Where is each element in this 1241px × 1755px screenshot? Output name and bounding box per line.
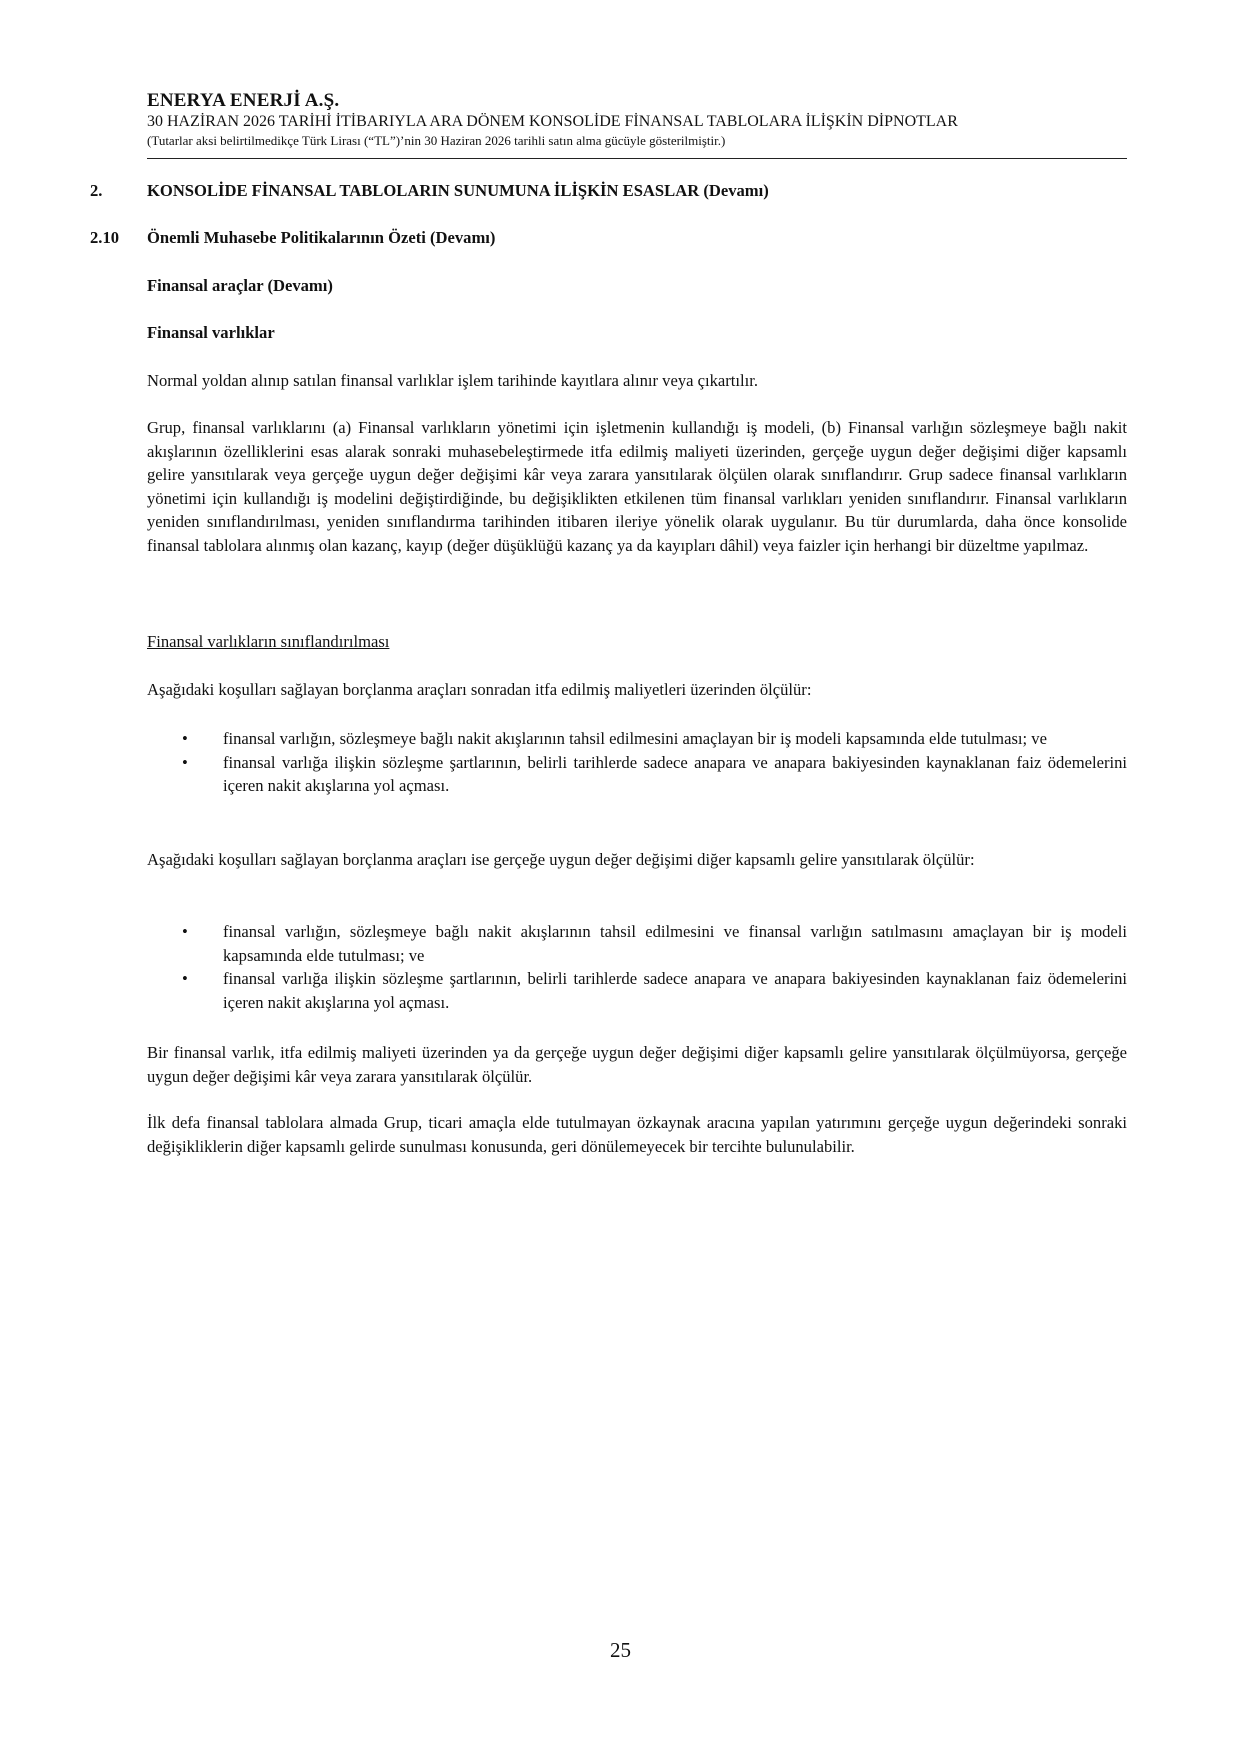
list-item-text: finansal varlığa ilişkin sözleşme şartlarının, belirli tarihlerde sadece anapara ve anapara bakiyesinden kaynaklanan faiz ödemelerini içeren nakit akışlarına yol açması.: [223, 969, 1127, 1012]
report-currency-note: (Tutarlar aksi belirtilmedikçe Türk Lirası (“TL”)’nin 30 Haziran 2026 tarihli satın alma gücüyle gösterilmiştir.): [147, 133, 726, 148]
bullet-icon: •: [182, 752, 188, 772]
bullet-list-fvoci: [147, 920, 1127, 1014]
subsection-number: 2.10: [90, 228, 120, 247]
paragraph-equity-election: İlk defa finansal tablolara almada Grup, ticari amaçla elde tutulmayan özkaynak aracına yapılan yatırımını gerçeğe uygun değerindeki sonraki değişikliklerin diğer kapsamlı gelirde sunulması konusunda, geri dönülemeyecek bir tercihte bulunulabilir.: [147, 1113, 1127, 1156]
section-number: 2.: [90, 181, 103, 200]
paragraph-classification-basis: Grup, finansal varlıklarını (a) Finansal varlıkların yönetimi için işletmenin kullandığı iş modeli, (b) Finansal varlığın sözleşmeye bağlı nakit akışlarının özelliklerini esas alarak sonraki muhasebeleştirmede itfa edilmiş maliyeti üzerinden, gerçeğe uygun değer değişimi diğer kapsamlı gelire yansıtılarak veya gerçeğe uygun değer değişimi kâr veya zarara yansıtılarak ölçülen olarak sınıflandırır. Grup sadece finansal varlıkların yönetimi için kullandığı iş modelini değiştirdiğinde, bu değişiklikten etkilenen tüm finansal varlıkları yeniden sınıflandırır. Finansal varlıkların yeniden sınıflandırılması, yeniden sınıflandırma tarihinden itibaren ileriye yönelik olarak uygulanır. Bu tür durumlarda, daha önce konsolide finansal tablolara alınmış olan kazanç, kayıp (değer düşüklüğü kazanç ya da kayıpları dâhil) veya faizler için herhangi bir düzeltme yapılmaz.: [147, 418, 1127, 555]
list-item: [147, 751, 1127, 798]
list-item: [147, 727, 1127, 751]
paragraph-trade-date: Normal yoldan alınıp satılan finansal varlıklar işlem tarihinde kayıtlara alınır veya çıkartılır.: [147, 371, 759, 390]
bullet-icon: •: [182, 729, 188, 748]
header-divider: [147, 158, 1127, 159]
bullet-icon: •: [182, 969, 188, 988]
heading-financial-instruments: Finansal araçlar (Devamı): [147, 276, 333, 295]
list-item: [147, 920, 1127, 967]
company-name: ENERYA ENERJİ A.Ş.: [147, 90, 340, 111]
bullet-icon: •: [182, 922, 188, 941]
list-item-text: finansal varlığın, sözleşmeye bağlı nakit akışlarının tahsil edilmesini amaçlayan bir iş modeli kapsamında elde tutulması; ve: [223, 729, 1047, 748]
page-number: 25: [610, 1638, 631, 1662]
paragraph-amortised-cost-intro: Aşağıdaki koşulları sağlayan borçlanma araçları sonradan itfa edilmiş maliyetleri üzerinden ölçülür:: [147, 680, 812, 699]
paragraph-fvoci-intro: Aşağıdaki koşulları sağlayan borçlanma araçları ise gerçeğe uygun değer değişimi diğer kapsamlı gelire yansıtılarak ölçülür:: [147, 850, 975, 869]
list-item-text: finansal varlığa ilişkin sözleşme şartlarının, belirli tarihlerde sadece anapara ve anapara bakiyesinden kaynaklanan faiz ödemelerini içeren nakit akışlarına yol açması.: [223, 752, 1127, 795]
heading-financial-assets: Finansal varlıklar: [147, 323, 275, 342]
paragraph-fvtpl: Bir finansal varlık, itfa edilmiş maliyeti üzerinden ya da gerçeğe uygun değer değişimi diğer kapsamlı gelire yansıtılarak ölçülmüyorsa, gerçeğe uygun değer değişimi kâr veya zarara yansıtılarak ölçülür.: [147, 1043, 1127, 1086]
bullet-list-amortised-cost: [147, 727, 1127, 798]
section-title: KONSOLİDE FİNANSAL TABLOLARIN SUNUMUNA İLİŞKİN ESASLAR (Devamı): [147, 181, 769, 200]
list-item-text: finansal varlığın, sözleşmeye bağlı nakit akışlarının tahsil edilmesini ve finansal varlığın satılmasını amaçlayan bir iş modeli kapsamında elde tutulması; ve: [223, 922, 1127, 965]
list-item: [147, 967, 1127, 1014]
subsection-title: Önemli Muhasebe Politikalarının Özeti (Devamı): [147, 228, 496, 247]
page-header: [147, 90, 1127, 149]
heading-classification: Finansal varlıkların sınıflandırılması: [147, 632, 390, 651]
report-title: 30 HAZİRAN 2026 TARİHİ İTİBARIYLA ARA DÖNEM KONSOLİDE FİNANSAL TABLOLARA İLİŞKİN DİPNOTLAR: [147, 113, 958, 130]
